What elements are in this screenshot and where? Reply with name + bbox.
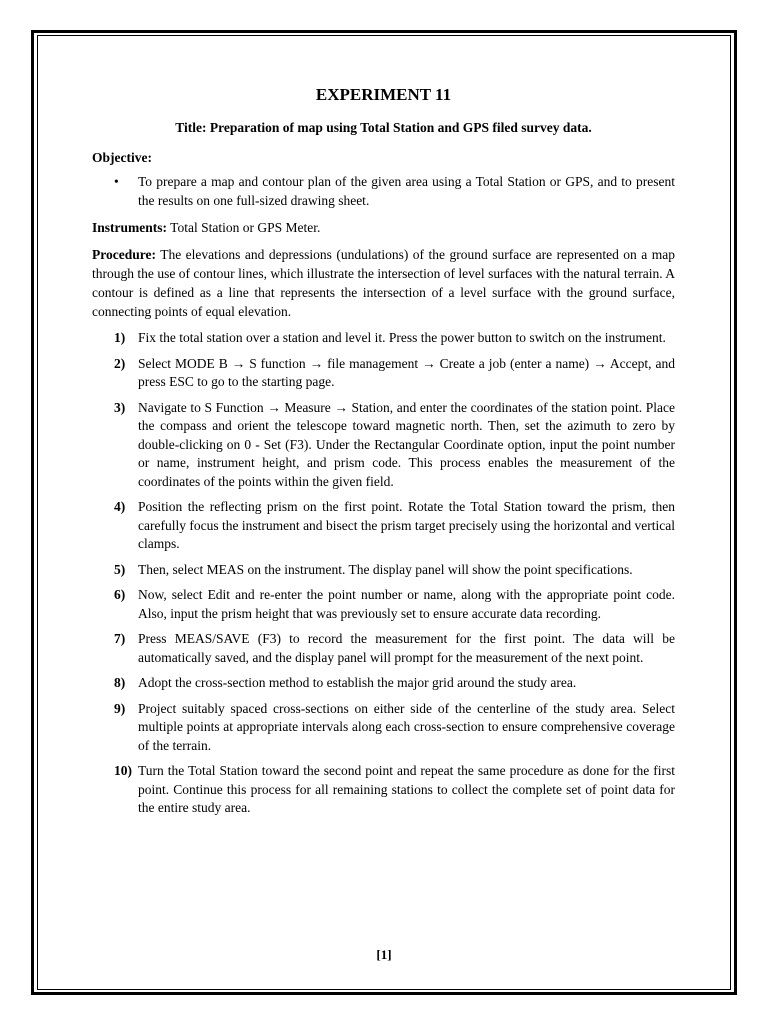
list-item	[92, 399, 675, 492]
page-number: [1]	[376, 947, 392, 962]
step-number: 8)	[114, 675, 126, 690]
instruments-paragraph	[92, 218, 675, 237]
bullet-icon: •	[114, 174, 119, 189]
step-text: Press MEAS/SAVE (F3) to record the measurement for the first point. The data will be automatically saved, and the display panel will prompt for the measurement of the next point.	[138, 631, 675, 665]
instruments-text: Total Station or GPS Meter.	[167, 220, 321, 235]
list-item	[92, 355, 675, 392]
procedure-text: The elevations and depressions (undulations) of the ground surface are represented on a map through the use of contour lines, which illustrate the intersection of level surfaces with the natural terrain. A contour is defined as a line that represents the intersection of a level surface with the ground surface, connecting points of equal elevation.	[92, 247, 675, 319]
step-text: Project suitably spaced cross-sections on either side of the centerline of the study area. Select multiple points at appropriate intervals along each cross-section to ensure comprehensive coverage of the terrain.	[138, 700, 675, 753]
step-number: 5)	[114, 561, 126, 577]
experiment-title: Title: Preparation of map using Total Station and GPS filed survey data.	[175, 120, 592, 135]
list-item	[92, 674, 675, 693]
step-text: Adopt the cross-section method to establish the major grid around the study area.	[138, 675, 577, 690]
step-number: 7)	[114, 631, 126, 646]
step-text: Turn the Total Station toward the second point and repeat the same procedure as done for the first point. Continue this process for all remaining stations to collect the complete set of point data for the entire study area.	[138, 763, 675, 815]
step-number: 10)	[114, 763, 132, 778]
step-number: 3)	[114, 399, 126, 415]
list-item	[92, 762, 675, 818]
step-number: 9)	[114, 700, 126, 716]
step-text: Then, select MEAS on the instrument. The display panel will show the point specifications.	[138, 561, 633, 577]
procedure-paragraph	[92, 245, 675, 321]
step-text: Fix the total station over a station and level it. Press the power button to switch on the instrument.	[138, 330, 666, 345]
step-number: 1)	[114, 330, 126, 345]
experiment-heading: EXPERIMENT 11	[315, 85, 452, 104]
objective-label: Objective:	[92, 150, 152, 165]
objective-text: To prepare a map and contour plan of the given area using a Total Station or GPS, and to present the results on one full-sized drawing sheet.	[138, 174, 675, 208]
step-text: Select MODE B → S function → file management → Create a job (enter a name) → Accept, and press ESC to go to the starting page.	[138, 355, 675, 389]
step-text: Now, select Edit and re-enter the point number or name, along with the appropriate point code. Also, input the prism height that was previously set to ensure accurate data recording.	[138, 587, 675, 621]
procedure-steps	[92, 329, 675, 818]
list-item	[92, 172, 675, 210]
list-item	[92, 700, 675, 756]
objective-list	[92, 172, 675, 210]
list-item	[92, 630, 675, 667]
document-body	[92, 85, 675, 825]
instruments-label: Instruments:	[92, 220, 168, 235]
list-item	[92, 498, 675, 554]
step-text: Position the reflecting prism on the first point. Rotate the Total Station toward the prism, then carefully focus the instrument and bisect the prism target precisely using the horizontal and vertical clamps.	[138, 499, 675, 551]
step-number: 6)	[114, 587, 126, 602]
list-item	[92, 586, 675, 623]
list-item	[92, 329, 675, 348]
list-item	[92, 561, 675, 580]
step-number: 4)	[114, 499, 126, 514]
step-text: Navigate to S Function → Measure → Station, and enter the coordinates of the station point. Place the compass and orient the telescope toward magnetic north. Then, set the azimuth to zero by double-clicking on 0 - Set (F3). Under the Rectangular Coordinate option, input the point number or name, instrument height, and prism code. This process enables the measurement of the coordinates of the points within the given field.	[138, 399, 675, 489]
step-number: 2)	[114, 355, 126, 371]
procedure-label: Procedure:	[92, 247, 156, 262]
